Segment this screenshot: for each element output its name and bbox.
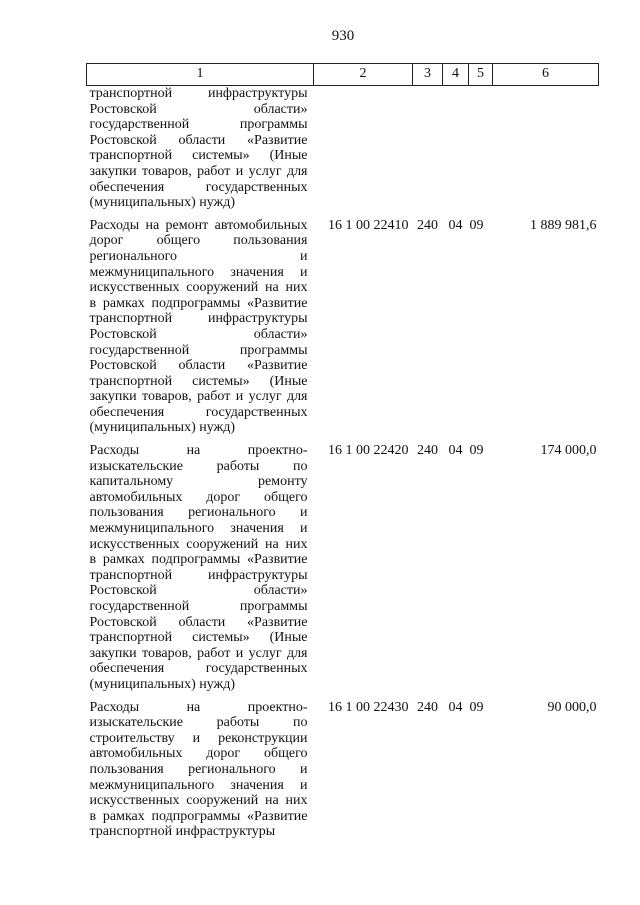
row-description: Расходы на проектно-изыскательские работы по капитальному ремонту автомобильных дорог общего пользования регионального и межмуниципального значения и искусственных сооружений на них в рамках подпрограммы «Развитие транспортной инфраструктуры Ростовской области» государственной программы Ростовской области «Развитие транспортной системы» (Иные закупки товаров, работ и услуг для обеспечения государственных (муниципальных) нужд) — [89, 443, 308, 692]
row-subsection — [469, 86, 493, 211]
row-section: 04 — [448, 217, 463, 233]
column-header-1: 1 — [87, 64, 314, 86]
row-target-code: 16 1 00 22420 — [328, 443, 409, 459]
column-number-row — [87, 64, 599, 86]
column-header-6: 6 — [493, 64, 599, 86]
row-target-code — [314, 86, 413, 211]
row-description: транспортной инфраструктуры Ростовской области» государственной программы Ростовской области «Развитие транспортной системы» (Иные закупки товаров, работ и услуг для обеспечения государственных (муниципальных) нужд) — [89, 86, 308, 211]
column-header-3: 3 — [413, 64, 443, 86]
row-description: Расходы на проектно-изыскательские работы по строительству и реконструкции автомобильных дорог общего пользования регионального и межмуниципального значения и искусственных сооружений на них в рамках подпрограммы «Развитие транспортной инфраструктуры — [89, 699, 308, 840]
budget-table — [86, 63, 599, 840]
table-row — [87, 443, 599, 693]
table-row — [87, 86, 599, 211]
row-subsection: 09 — [469, 443, 484, 459]
column-header-2: 2 — [314, 64, 413, 86]
row-section: 04 — [448, 443, 463, 459]
row-section: 04 — [448, 699, 463, 715]
row-expense-type: 240 — [417, 443, 438, 459]
row-amount: 1 889 981,6 — [530, 217, 597, 233]
column-header-4: 4 — [443, 64, 469, 86]
row-expense-type — [413, 86, 443, 211]
row-subsection: 09 — [469, 699, 484, 715]
page-number: 930 — [331, 28, 355, 44]
table-row — [87, 218, 599, 436]
column-header-5: 5 — [469, 64, 493, 86]
row-subsection: 09 — [469, 217, 484, 233]
row-target-code: 16 1 00 22410 — [328, 217, 409, 233]
row-section — [443, 86, 469, 211]
row-amount: 90 000,0 — [547, 699, 597, 715]
row-target-code: 16 1 00 22430 — [328, 699, 409, 715]
row-amount — [493, 86, 599, 211]
table-row — [87, 700, 599, 840]
row-amount: 174 000,0 — [540, 443, 597, 459]
row-description: Расходы на ремонт автомобильных дорог общего пользования регионального и межмуниципального значения и искусственных сооружений на них в рамках подпрограммы «Развитие транспортной инфраструктуры Ростовской области» государственной программы Ростовской области «Развитие транспортной системы» (Иные закупки товаров, работ и услуг для обеспечения государственных (муниципальных) нужд) — [89, 217, 308, 436]
row-expense-type: 240 — [417, 699, 438, 715]
row-expense-type: 240 — [417, 217, 438, 233]
